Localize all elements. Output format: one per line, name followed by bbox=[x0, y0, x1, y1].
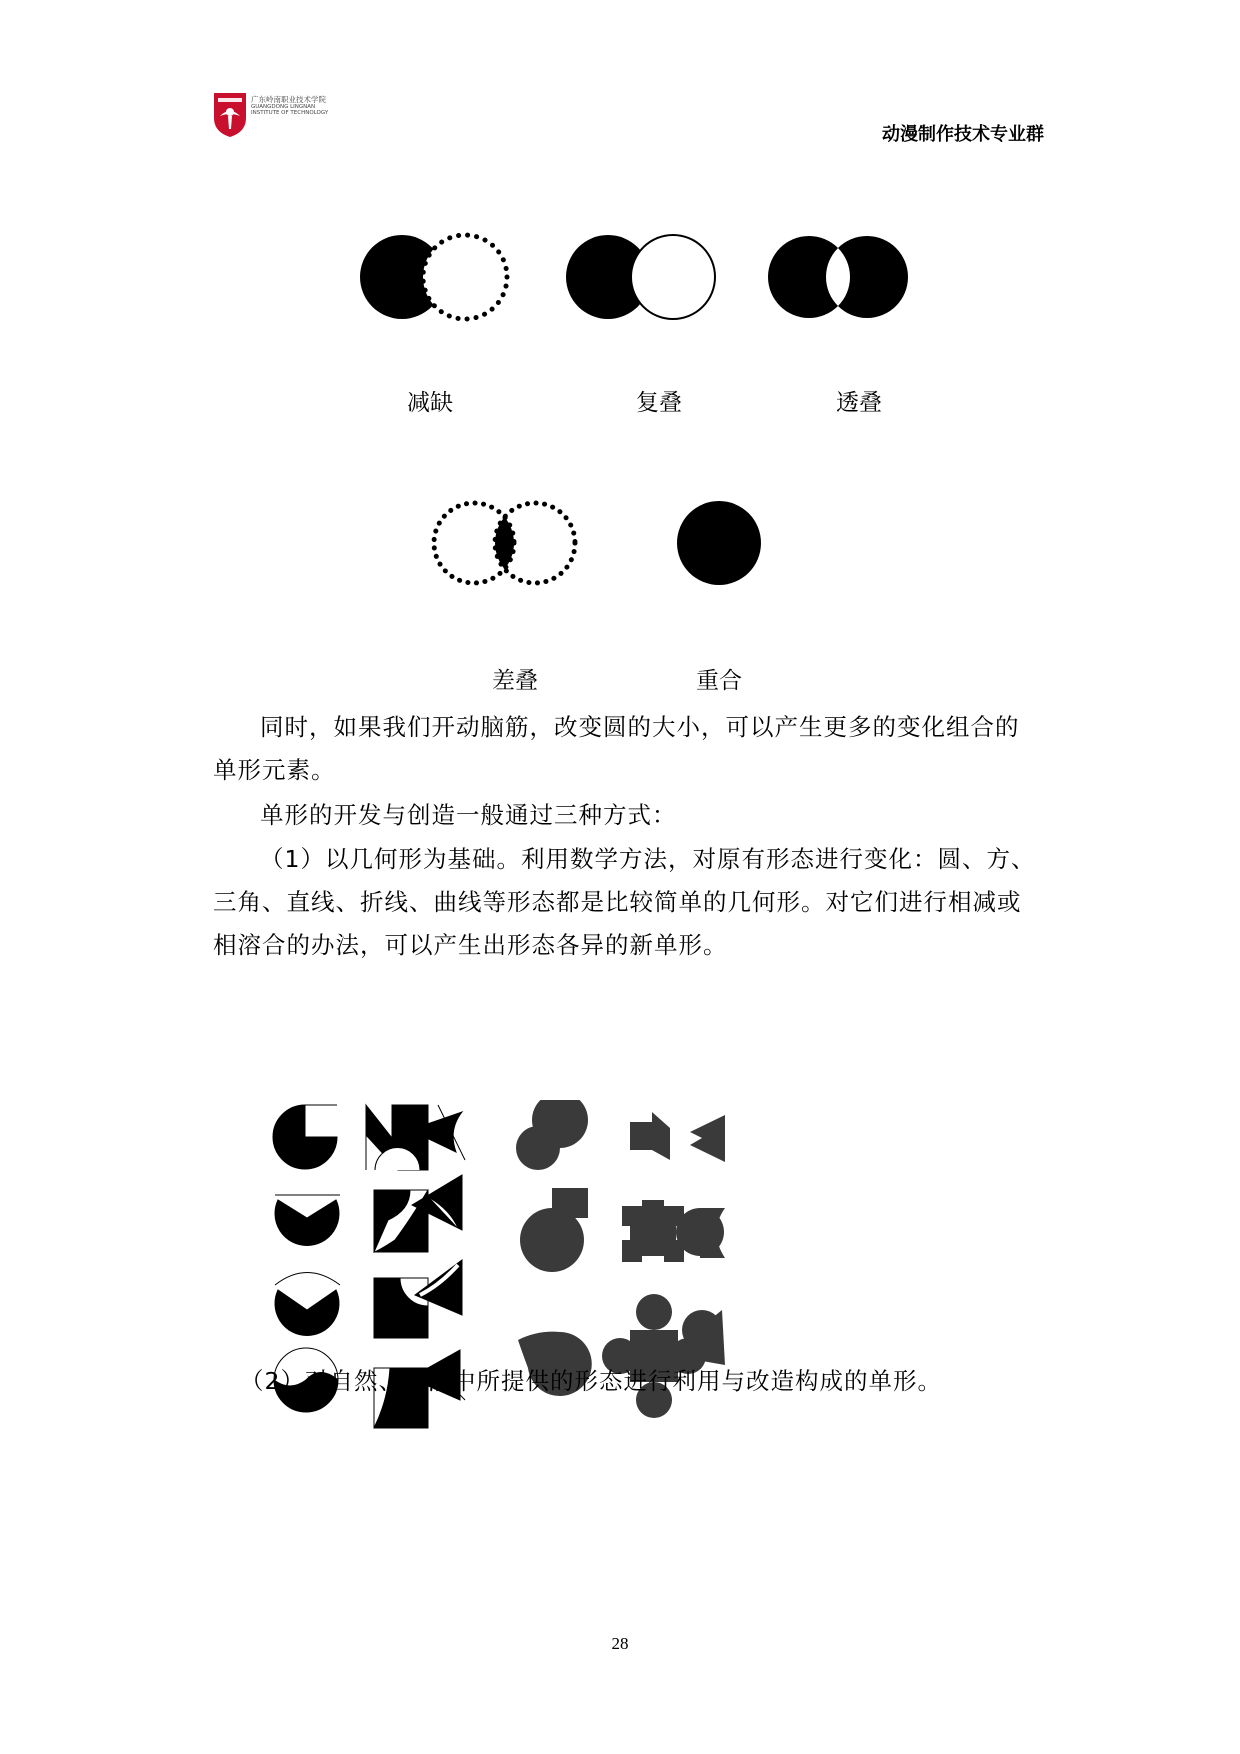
circle-shape-3 bbox=[275, 1273, 340, 1336]
square-shape-2 bbox=[374, 1190, 428, 1252]
logo-name-en-1: GUANGDONG LINGNAN bbox=[251, 104, 316, 110]
paragraph-3: （1）以几何形为基础。利用数学方法，对原有形态进行变化：圆、方、三角、直线、折线、曲线等形态都是比较简单的几何形。对它们进行相减或相溶合的办法，可以产生出形态各异的新单形。 bbox=[213, 845, 1036, 959]
college-logo bbox=[213, 92, 345, 140]
difference-overlap-circles bbox=[434, 503, 575, 583]
coincide-circle bbox=[677, 501, 761, 585]
overlap-circles bbox=[566, 235, 715, 319]
circle-overlap-row-2 bbox=[430, 495, 770, 595]
circle-shape-1 bbox=[273, 1105, 337, 1169]
caption-difference-overlap: 差叠 bbox=[492, 668, 538, 694]
square-shape-1 bbox=[366, 1105, 428, 1170]
transparent-overlap-circles bbox=[768, 236, 908, 318]
logo-name-cn: 广东岭南职业技术学院 bbox=[251, 95, 326, 104]
caption-subtraction: 减缺 bbox=[407, 390, 453, 416]
college-emblem-icon bbox=[213, 92, 247, 138]
caption-coincide: 重合 bbox=[696, 668, 742, 694]
caption-overlap: 复叠 bbox=[636, 390, 682, 416]
circle-shape-2 bbox=[275, 1195, 340, 1246]
paragraph-1: 同时，如果我们开动脑筋，改变圆的大小，可以产生更多的变化组合的单形元素。 bbox=[213, 713, 1020, 784]
logo-name-en-2: INSTITUTE OF TECHNOLOGY bbox=[251, 110, 329, 116]
gray-shape-5 bbox=[622, 1200, 684, 1262]
header-title: 动漫制作技术专业群 bbox=[882, 124, 1044, 145]
subtraction-circles bbox=[360, 235, 507, 319]
gray-shape-4 bbox=[630, 1112, 670, 1160]
paragraph-4: （2）对自然、生活中所提供的形态进行利用与改造构成的单形。 bbox=[240, 1367, 942, 1395]
gray-shape-9 bbox=[682, 1310, 725, 1365]
gray-shape-1 bbox=[516, 1100, 588, 1170]
caption-transparent-overlap: 透叠 bbox=[836, 390, 882, 416]
page-number: 28 bbox=[611, 1634, 629, 1653]
gray-shape-2 bbox=[520, 1188, 588, 1272]
paragraph-2: 单形的开发与创造一般通过三种方式： bbox=[260, 801, 677, 829]
gray-shape-7 bbox=[690, 1115, 725, 1162]
circle-overlap-row-1 bbox=[355, 222, 925, 332]
square-shape-3 bbox=[374, 1278, 428, 1338]
